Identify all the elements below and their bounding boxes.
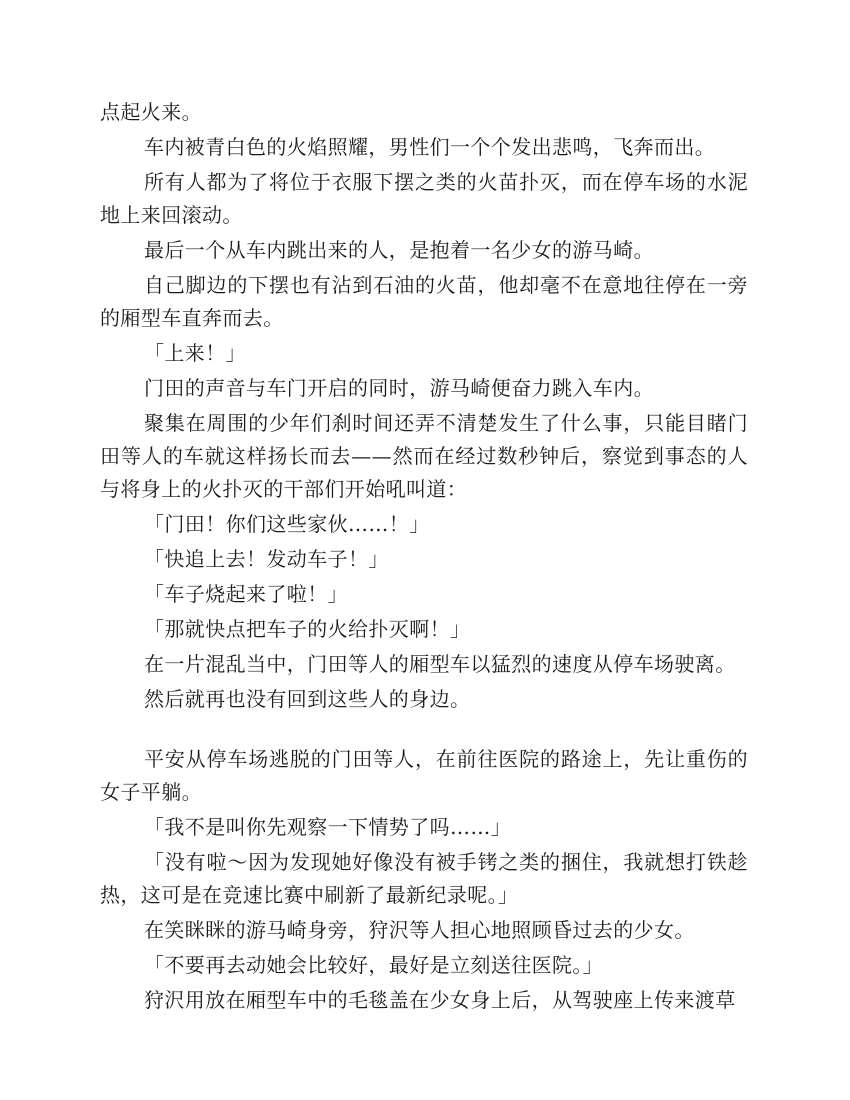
paragraph: 点起火来。 [100, 100, 202, 124]
paragraph: 然后就再也没有回到这些人的身边。 [144, 687, 471, 711]
paragraph: 最后一个从车内跳出来的人，是抱着一名少女的游马崎。 [144, 238, 654, 262]
paragraph: 聚集在周围的少年们刹时间还弄不清楚发生了什么事，只能目睹门田等人的车就这样扬长而去——然而在经过数秒钟后，察觉到事态的人与将身上的火扑灭的干部们开始吼叫道： [100, 411, 748, 501]
paragraph: 门田的声音与车门开启的同时，游马崎便奋力跳入车内。 [144, 376, 654, 400]
dialogue-line: 「门田！你们这些家伙……！」 [144, 512, 430, 536]
dialogue-line: 「上来！」 [144, 341, 246, 365]
dialogue-line: 「那就快点把车子的火给扑灭啊！」 [144, 617, 471, 641]
paragraph: 车内被青白色的火焰照耀，男性们一个个发出悲鸣，飞奔而出。 [144, 135, 716, 159]
dialogue-line: 「不要再去动她会比较好，最好是立刻送往医院。」 [144, 953, 604, 977]
document-body [100, 96, 748, 1017]
section-break [100, 716, 748, 743]
dialogue-line: 「没有啦～因为发现她好像没有被手铐之类的捆住，我就想打铁趁热，这可是在竞速比赛中刷新了最新纪录呢。」 [100, 850, 748, 907]
paragraph: 所有人都为了将位于衣服下摆之类的火苗扑灭，而在停车场的水泥地上来回滚动。 [100, 170, 748, 227]
dialogue-line: 「我不是叫你先观察一下情势了吗……」 [144, 815, 512, 839]
paragraph: 自己脚边的下摆也有沾到石油的火苗，他却毫不在意地往停在一旁的厢型车直奔而去。 [100, 273, 748, 330]
dialogue-line: 「车子烧起来了啦！」 [144, 582, 348, 606]
paragraph: 在笑眯眯的游马崎身旁，狩沢等人担心地照顾昏过去的少女。 [144, 918, 695, 942]
paragraph: 平安从停车场逃脱的门田等人，在前往医院的路途上，先让重伤的女子平躺。 [100, 747, 748, 804]
dialogue-line: 「快追上去！发动车子！」 [144, 547, 389, 571]
paragraph: 在一片混乱当中，门田等人的厢型车以猛烈的速度从停车场驶离。 [144, 652, 736, 676]
paragraph: 狩沢用放在厢型车中的毛毯盖在少女身上后，从驾驶座上传来渡草 [144, 988, 736, 1012]
